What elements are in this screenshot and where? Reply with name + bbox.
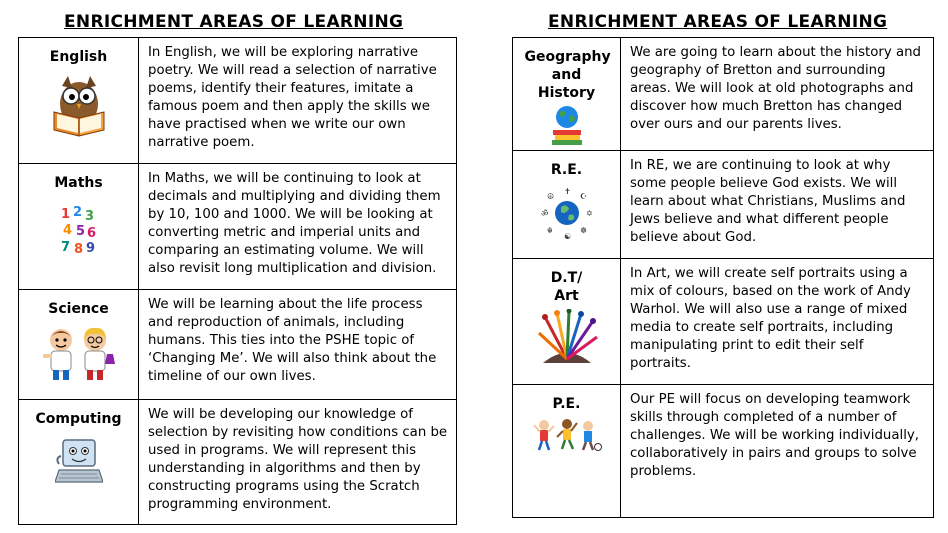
subject-maths: Maths xyxy=(54,175,103,191)
svg-text:4: 4 xyxy=(62,223,72,238)
description-science: We will be learning about the life process and reproduction of animals, including humans. This ties into the PSHE topic of ‘Changing Me’. We will also think about the timeline of our own lives. xyxy=(139,290,457,400)
table-row xyxy=(513,385,934,518)
svg-text:9: 9 xyxy=(85,241,95,256)
svg-text:☮: ☮ xyxy=(546,192,554,201)
svg-text:✡: ✡ xyxy=(585,209,593,218)
paint-brushes-icon xyxy=(535,309,599,367)
description-computing: We will be developing our knowledge of selection by revisiting how conditions can be used in programs. We will represent this understanding in algorithms and then by constructing programs using the Scratch programming environment. xyxy=(139,400,457,525)
globe-on-books-icon xyxy=(550,104,584,146)
right-table xyxy=(512,37,934,518)
subject-re: R.E. xyxy=(550,162,583,178)
subject-cell xyxy=(19,38,139,164)
subject-pe: P.E. xyxy=(552,396,581,412)
subject-cell xyxy=(19,164,139,290)
description-re: In RE, we are continuing to look at why some people believe God exists. We will learn about what Christians, Muslims and Jews believe and what different people believe about God. xyxy=(621,151,934,259)
numbers-icon xyxy=(59,204,99,256)
description-geography-history: We are going to learn about the history and geography of Bretton and surrounding areas. We will look at old photographs and discover how much Bretton has changed over ours and our parents lives. xyxy=(621,38,934,151)
subject-computing: Computing xyxy=(35,411,122,427)
svg-text:✝: ✝ xyxy=(563,187,571,196)
svg-text:☯: ☯ xyxy=(563,232,571,241)
svg-text:7: 7 xyxy=(60,240,70,255)
subject-cell xyxy=(19,290,139,400)
left-title: ENRICHMENT AREAS OF LEARNING xyxy=(64,12,404,32)
owl-reading-book-icon xyxy=(48,74,110,138)
subject-cell xyxy=(513,385,621,518)
svg-text:1: 1 xyxy=(60,207,70,222)
right-title: ENRICHMENT AREAS OF LEARNING xyxy=(548,12,888,32)
table-row xyxy=(19,164,457,290)
subject-cell xyxy=(19,400,139,525)
table-row xyxy=(19,290,457,400)
left-table xyxy=(18,37,457,525)
religious-symbols-globe-icon xyxy=(539,185,595,241)
table-row xyxy=(513,151,934,259)
children-scientists-icon xyxy=(41,324,117,382)
svg-text:2: 2 xyxy=(72,205,82,220)
subject-english: English xyxy=(49,49,108,65)
subject-cell xyxy=(513,259,621,385)
subject-cell xyxy=(513,38,621,151)
table-row xyxy=(19,38,457,164)
description-pe: Our PE will focus on developing teamwork skills through completed of a number of challenges. We will be working individually, collaboratively in pairs and groups to solve problems. xyxy=(621,385,934,518)
table-row xyxy=(513,259,934,385)
svg-text:5: 5 xyxy=(75,224,85,239)
subject-dt-art: D.T/ Art xyxy=(550,270,583,304)
subject-cell xyxy=(513,151,621,259)
svg-text:☪: ☪ xyxy=(579,192,587,201)
children-playing-icon xyxy=(532,417,602,453)
laptop-character-icon xyxy=(55,438,103,488)
table-row xyxy=(513,38,934,151)
description-dt-art: In Art, we will create self portraits using a mix of colours, based on the work of Andy Warhol. We will also use a range of mixed media to create self portraits, including manipulating print to edit their self portraits. xyxy=(621,259,934,385)
subject-science: Science xyxy=(48,301,109,317)
svg-text:☬: ☬ xyxy=(546,226,553,235)
svg-text:6: 6 xyxy=(86,226,96,241)
svg-text:☸: ☸ xyxy=(579,226,587,235)
table-row xyxy=(19,400,457,525)
subject-geography-history: Geography and History xyxy=(524,49,611,101)
description-maths: In Maths, we will be continuing to look at decimals and multiplying and dividing them by 10, 100 and 1000. We will be looking at converting metric and imperial units and comparing an estimating volume. We will also revisit long multiplication and division. xyxy=(139,164,457,290)
svg-text:ॐ: ॐ xyxy=(540,209,548,218)
svg-text:8: 8 xyxy=(73,242,83,256)
description-english: In English, we will be exploring narrative poetry. We will read a selection of narrative poems, identify their features, imitate a famous poem and then apply the skills we have practised when we write our own narrative poem. xyxy=(139,38,457,164)
svg-text:3: 3 xyxy=(84,209,94,224)
